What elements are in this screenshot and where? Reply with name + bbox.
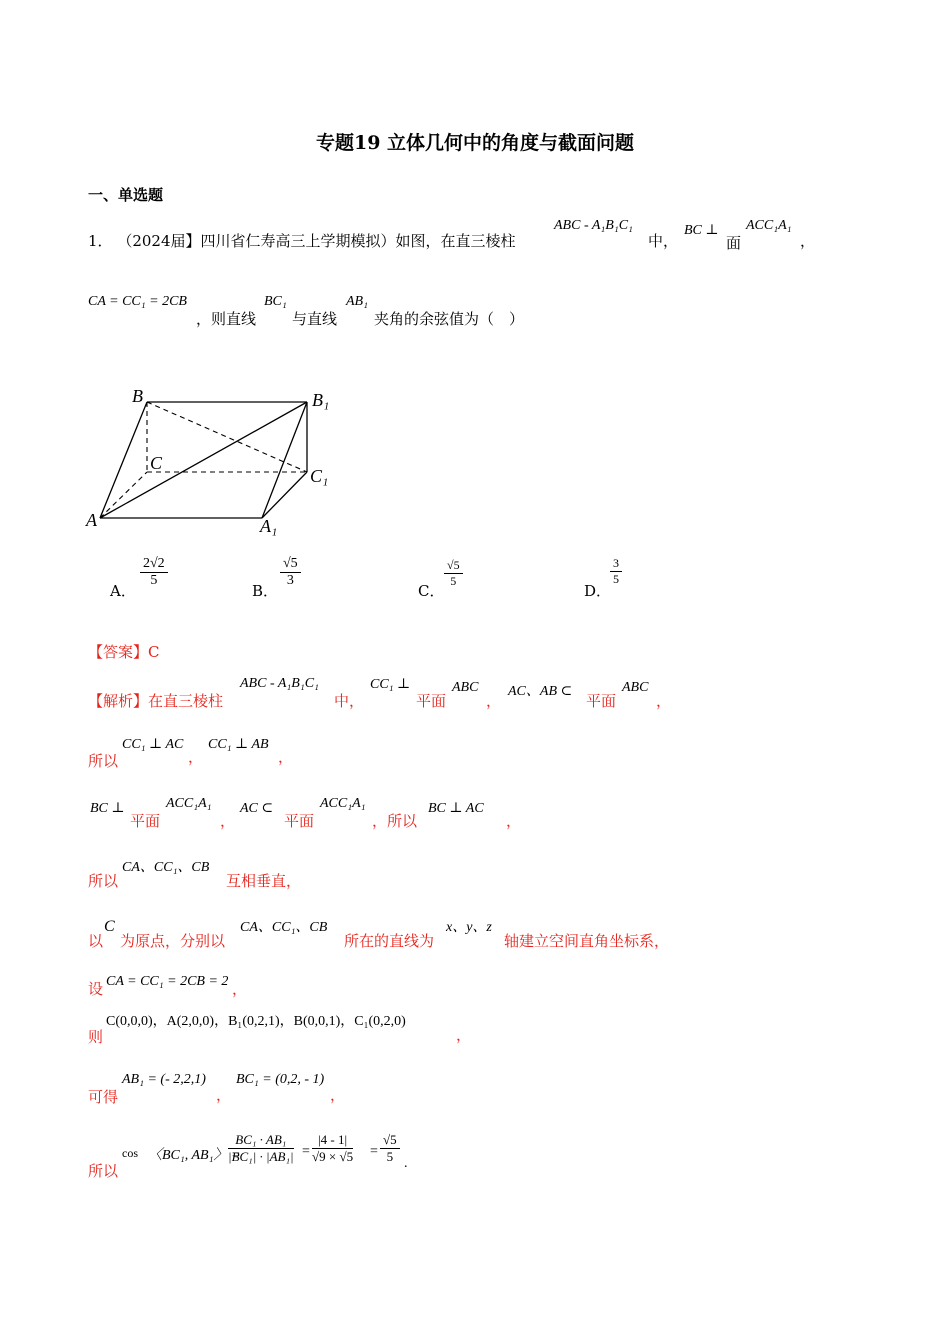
- sol-frac-3-den: 5: [386, 1149, 394, 1164]
- sol-end-8: ，: [330, 1086, 346, 1104]
- option-c-letter: C．: [418, 582, 445, 600]
- question-line-2c: 夹角的余弦值为（ ）: [374, 310, 525, 328]
- question-mid: 中，: [648, 232, 679, 250]
- solution-label: 【解析】在直三棱柱: [88, 692, 224, 710]
- sol-cc1-perp-ac: CC₁ ⊥ AC: [122, 737, 184, 752]
- sol-angle: 〈BC₁, AB₁〉 =: [148, 1148, 241, 1163]
- sol-plane-3: 平面: [130, 812, 161, 830]
- sol-acc1a1-2: ACC₁A₁: [320, 796, 366, 811]
- sol-then: 则: [88, 1028, 104, 1046]
- option-c-value: [444, 558, 463, 589]
- option-c-num: √5: [444, 558, 463, 574]
- label-a: A: [86, 510, 97, 530]
- line-bc1: BC₁: [264, 294, 287, 309]
- sol-ac-subset: AC ⊂: [240, 801, 274, 816]
- sol-cos: cos: [122, 1146, 138, 1160]
- sol-prism: ABC - A₁B₁C₁: [240, 676, 319, 691]
- option-c-den: 5: [450, 574, 457, 588]
- sol-cc1-perp-ab: CC₁ ⊥ AB: [208, 737, 269, 752]
- sol-so-4: 所以: [88, 872, 119, 890]
- option-b-den: 3: [286, 573, 294, 588]
- edge-b1a1: [262, 402, 307, 518]
- sol-plane-4: 平面: [284, 812, 315, 830]
- label-a1: A₁: [260, 516, 278, 536]
- edge-ab: [100, 402, 147, 518]
- condition: CA = CC₁ = 2CB: [88, 294, 187, 309]
- sol-so-9: 所以: [88, 1162, 119, 1180]
- sol-xyz: x、y、z: [446, 920, 492, 935]
- option-d-value: [610, 556, 622, 587]
- option-a-letter: A．: [110, 582, 136, 600]
- sol-plane-1: 平面: [416, 692, 447, 710]
- plane-word: 面: [726, 234, 742, 252]
- sol-ac-ab-subset: AC、AB ⊂: [508, 684, 573, 699]
- sol-frac-2-den: √9 × √5: [312, 1149, 354, 1164]
- sol-so-3: ，所以: [372, 812, 418, 830]
- sol-three-axes: CA、CC₁、CB: [122, 860, 210, 875]
- sol-mutually-perp: 互相垂直，: [226, 872, 302, 890]
- section-heading: 一、单选题: [88, 186, 164, 204]
- sol-vec-ab1: AB₁ = (- 2,2,1): [122, 1072, 206, 1087]
- sol-frac-1: [228, 1132, 294, 1165]
- sol-build-coords: 轴建立空间直角坐标系，: [504, 932, 670, 950]
- sol-abc-2: ABC: [622, 680, 649, 695]
- plane-acc1a1: ACC₁A₁: [746, 218, 792, 233]
- sol-origin-c: C: [104, 918, 115, 935]
- sol-cc1-perp: CC₁ ⊥: [370, 677, 411, 692]
- sol-mid: 中，: [334, 692, 365, 710]
- question-line-1: [88, 230, 516, 251]
- sol-end-6: ，: [232, 980, 248, 998]
- sol-bc-perp: BC ⊥: [90, 801, 125, 816]
- segment-ab1: [100, 402, 307, 518]
- option-b-num: √5: [280, 556, 301, 573]
- question-comma: ，: [800, 232, 816, 250]
- label-c: C: [150, 453, 163, 473]
- sol-comma-2: ，: [188, 748, 204, 766]
- sol-frac-2: [312, 1132, 353, 1165]
- sol-frac-1-num: BC₁ · AB₁: [228, 1132, 294, 1149]
- sol-frac-2-num: |4 - 1|: [312, 1132, 353, 1149]
- sol-thus: 可得: [88, 1088, 119, 1106]
- sol-abc-1: ABC: [452, 680, 479, 695]
- sol-vec-bc1: BC₁ = (0,2, - 1): [236, 1072, 325, 1087]
- sol-comma-1: ，: [486, 692, 502, 710]
- option-b-value: [280, 556, 301, 589]
- prism-notation: ABC - A₁B₁C₁: [554, 218, 633, 233]
- sol-take: 以: [88, 932, 104, 950]
- sol-end-9: .: [404, 1156, 408, 1171]
- sol-so-2: 所以: [88, 752, 119, 770]
- sol-axes-lines: CA、CC₁、CB: [240, 920, 328, 935]
- option-d-den: 5: [613, 572, 619, 586]
- sol-coordinates: C(0,0,0)，A(2,0,0)，B₁(0,2,1)，B(0,0,1)，C₁(0,2,0): [106, 1014, 406, 1029]
- option-a-num: 2√2: [140, 556, 168, 573]
- sol-end-1: ，: [656, 692, 672, 710]
- sol-frac-1-den: |BC₁| · |AB₁|: [228, 1149, 294, 1164]
- question-line-2b: 与直线: [292, 310, 338, 328]
- label-b1: B₁: [312, 390, 330, 410]
- segment-bc1: [147, 402, 307, 472]
- label-b: B: [132, 386, 143, 406]
- sol-origin-text: 为原点，分别以: [120, 932, 226, 950]
- answer: 【答案】C: [88, 643, 160, 661]
- bc-perp: BC ⊥: [684, 223, 719, 238]
- sol-acc1a1-1: ACC₁A₁: [166, 796, 212, 811]
- option-d-num: 3: [610, 556, 622, 572]
- label-c1: C₁: [310, 466, 329, 486]
- sol-end-7: ，: [456, 1026, 472, 1044]
- sol-eq-1: =: [302, 1144, 310, 1159]
- prism-figure: [82, 380, 342, 540]
- line-ab1: AB₁: [346, 294, 368, 309]
- question-number: 1．: [88, 232, 113, 250]
- sol-let: 设: [88, 980, 104, 998]
- sol-bc-perp-ac: BC ⊥ AC: [428, 801, 484, 816]
- sol-frac-3: [380, 1132, 400, 1165]
- sol-lines-text: 所在的直线为: [344, 932, 435, 950]
- edge-c1a1: [262, 472, 307, 518]
- option-b-letter: B．: [252, 582, 279, 600]
- sol-comma-8: ，: [216, 1086, 232, 1104]
- sol-eq-2: =: [370, 1144, 378, 1159]
- sol-plane-2: 平面: [586, 692, 617, 710]
- option-d-letter: D．: [584, 582, 612, 600]
- option-a-value: [140, 556, 168, 589]
- sol-end-3: ，: [506, 812, 522, 830]
- sol-lengths: CA = CC₁ = 2CB = 2: [106, 974, 229, 989]
- option-a-den: 5: [150, 573, 158, 588]
- sol-frac-3-num: √5: [380, 1132, 400, 1149]
- sol-end-2: ，: [278, 748, 294, 766]
- sol-comma-3: ，: [220, 812, 236, 830]
- page-title: 专题19 立体几何中的角度与截面问题: [315, 132, 635, 154]
- question-source: （2024届】四川省仁寿高三上学期模拟）如图，在直三棱柱: [117, 232, 516, 250]
- question-line-2a: ，则直线: [196, 310, 257, 328]
